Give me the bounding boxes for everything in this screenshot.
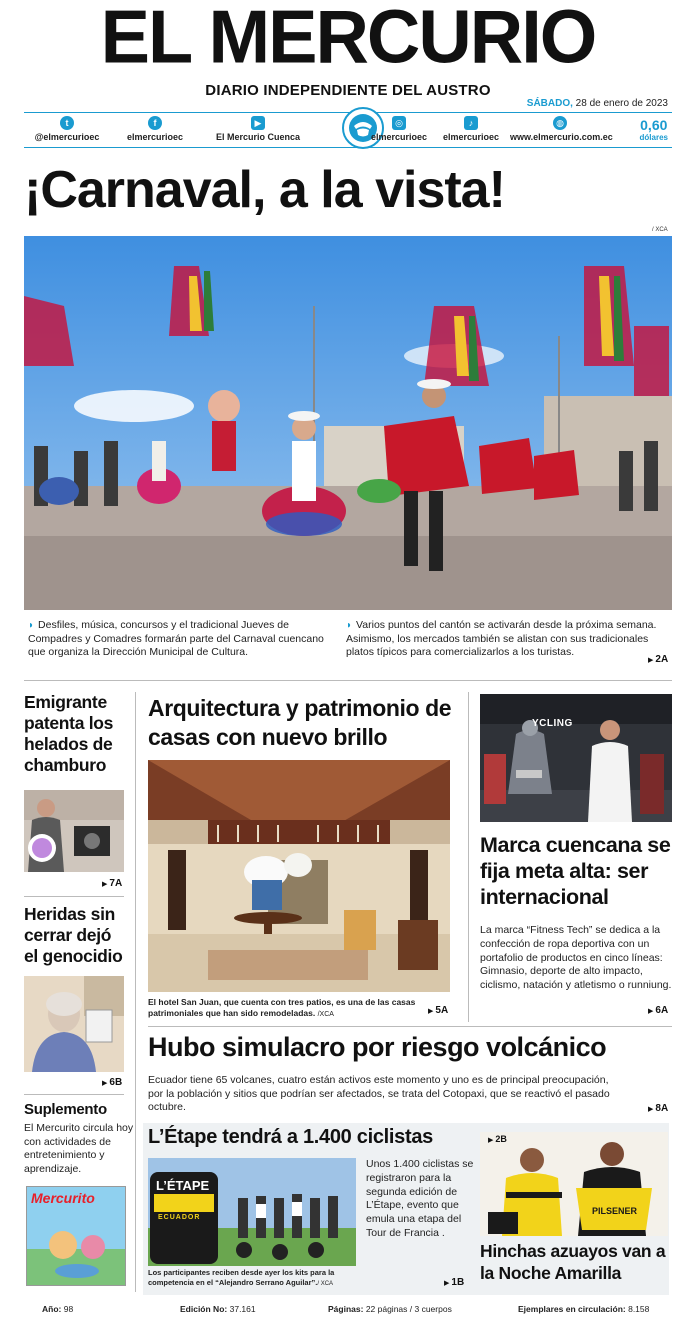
photo-credit: / XCA [652, 227, 668, 233]
supplement-cover-title: Mercurito [31, 1190, 95, 1206]
tour-banner-sub: ECUADOR [158, 1214, 201, 1221]
pointer-icon: ▶ [428, 1008, 434, 1015]
yellow-jersey-fans-photo [480, 1132, 668, 1236]
fans-photo[interactable] [480, 1132, 668, 1236]
social-label: elmercurioec [370, 132, 428, 142]
tiktok-icon: ♪ [464, 116, 478, 130]
column-rule [135, 692, 136, 1292]
newspaper-name: EL MERCURIO [100, 0, 596, 79]
left-story-1-ref[interactable]: ▶ 7A [102, 878, 123, 889]
left-story-2-ref[interactable]: ▶ 6B [102, 1077, 123, 1088]
social-instagram[interactable] [366, 116, 432, 142]
social-label: elmercurioec [126, 132, 184, 142]
bullet-arrow-icon: ◗ [28, 620, 35, 631]
footer-copies: Ejemplares en circulación: 8.158 [518, 1304, 650, 1314]
social-facebook[interactable] [122, 116, 188, 142]
left-divider [24, 896, 124, 897]
pointer-icon: ▶ [648, 657, 654, 664]
hotel-caption [148, 997, 428, 1020]
left-story-2-photo[interactable] [24, 976, 124, 1072]
left-story-1-title[interactable]: Emigrante patenta los helados de chamburo [24, 692, 114, 775]
cyclists-kit-photo [148, 1158, 356, 1266]
facebook-icon: f [148, 116, 162, 130]
issue-weekday: SÁBADO, [526, 98, 573, 109]
hotel-caption-text: El hotel San Juan, que cuenta con tres patios, es una de las casas patrimoniales que han sido remodeladas. [148, 997, 416, 1018]
supplement-body: El Mercurito circula hoy con actividades de entretenimiento y aprendizaje. [24, 1122, 134, 1175]
pointer-icon: ▶ [488, 1137, 496, 1144]
volcano-page-ref[interactable]: ▶ 8A [648, 1103, 669, 1114]
volcano-body: Ecuador tiene 65 volcanes, cuatro están activos este momento y uno es de principal preocupación, por la población y sitios que podrían ser afectados, se trata del Cotopaxi, que se reactivó el pasado octubre. [148, 1074, 610, 1113]
social-youtube[interactable] [210, 116, 306, 142]
social-website[interactable] [510, 116, 613, 142]
sportswear-store-photo [480, 694, 672, 822]
masthead [0, 0, 696, 150]
fitness-page-ref[interactable]: ▶ 6A [648, 1005, 669, 1016]
fitness-headline[interactable]: Marca cuencana se fija meta alta: ser internacional [480, 833, 671, 909]
lead-headline[interactable]: ¡Carnaval, a la vista! [24, 161, 505, 219]
left-story-1-photo[interactable] [24, 790, 124, 872]
volcano-headline[interactable]: Hubo simulacro por riesgo volcánico [148, 1032, 607, 1062]
social-label: elmercurioec [442, 132, 500, 142]
column-rule [468, 692, 469, 1022]
social-label: @elmercurioec [34, 132, 100, 142]
pointer-icon: ▶ [648, 1106, 654, 1113]
hotel-photo[interactable] [148, 760, 450, 992]
footer-edition: Edición No: 37.161 [180, 1304, 256, 1314]
fitness-body: La marca “Fitness Tech” se dedica a la confección de ropa deportiva con un portafolio de productos en cinco líneas: Gimnasio, deporte de alto impacto, ciclismo, natación y atletismo o runniung. [480, 924, 672, 992]
tagline: DIARIO INDEPENDIENTE DEL AUSTRO [205, 82, 491, 99]
price [640, 117, 668, 142]
tour-caption-text: Los participantes reciben desde ayer los kits para la competencia en el “Alejandro Serrano Aguilar”. [148, 1268, 335, 1287]
jersey-text: PILSENER [592, 1206, 638, 1216]
tour-page-ref[interactable]: ▶ 1B [444, 1277, 465, 1288]
instagram-icon: ◎ [392, 116, 406, 130]
lead-bullet-1-text: Desfiles, música, concursos y el tradicional Jueves de Compadres y Comadres formarán parte del Carnaval cuencano que organiza la Dirección Municipal de Cultura. [28, 619, 324, 658]
lead-page-ref[interactable]: ▶ 2A [648, 654, 669, 665]
tour-caption-credit: / XCA [317, 1281, 334, 1287]
youtube-icon: ▶ [251, 116, 265, 130]
social-tiktok[interactable] [438, 116, 504, 142]
web-icon: ◍ [553, 116, 567, 130]
footer-year: Año: 98 [42, 1304, 74, 1314]
footer [24, 1304, 674, 1318]
tour-caption [148, 1268, 362, 1289]
social-twitter[interactable] [32, 116, 102, 142]
ice-cream-maker-photo [24, 790, 124, 872]
pointer-icon: ▶ [102, 1080, 108, 1087]
issue-date [527, 98, 668, 109]
hotel-caption-credit: /XCA [317, 1011, 334, 1018]
lead-photo[interactable] [24, 236, 672, 610]
twitter-icon: t [60, 116, 74, 130]
fans-page-ref[interactable]: ▶ 2B [488, 1134, 507, 1144]
pointer-icon: ▶ [102, 881, 108, 888]
pointer-icon: ▶ [444, 1280, 450, 1287]
price-value: 0,60 [640, 117, 668, 133]
lead-bullet-1 [28, 619, 334, 660]
fans-headline[interactable]: Hinchas azuayos van a la Noche Amarilla [480, 1241, 666, 1283]
bullet-arrow-icon: ◗ [346, 620, 353, 631]
store-sign: YCLING [532, 718, 573, 729]
tour-body: Unos 1.400 ciclistas se registraron para la segunda edición de L’Étape, evento que emula una etapa del Tour de Francia . [366, 1158, 474, 1239]
pointer-icon: ▶ [648, 1008, 654, 1015]
left-divider [24, 1094, 124, 1095]
woman-speaker-photo [24, 976, 124, 1072]
price-unit: dólares [639, 133, 668, 142]
left-story-2-title[interactable]: Heridas sin cerrar dejó el genocidio [24, 904, 123, 966]
tour-headline[interactable]: L’Étape tendrá a 1.400 ciclistas [148, 1126, 433, 1148]
supplement-title[interactable]: Suplemento [24, 1101, 107, 1118]
tour-photo[interactable] [148, 1158, 356, 1266]
hotel-courtyard-photo [148, 760, 450, 992]
carnival-dance-photo [24, 236, 672, 610]
fitness-store-photo[interactable] [480, 694, 672, 822]
tour-banner: L’ÉTAPE [156, 1178, 210, 1193]
lead-bullet-2 [346, 619, 672, 660]
footer-pages: Páginas: 22 páginas / 3 cuerpos [328, 1304, 452, 1314]
architecture-page-ref[interactable]: ▶ 5A [428, 1005, 449, 1016]
social-bar [24, 112, 672, 148]
section-divider [148, 1026, 672, 1027]
lead-bullet-2-text: Varios puntos del cantón se activarán desde la próxima semana. Asimismo, los mercados también se alistan con sus tradicionales platos típicos para comercializarlos a los turistas. [346, 619, 657, 658]
supplement-cover[interactable] [26, 1186, 126, 1286]
architecture-headline[interactable]: Arquitectura y patrimonio de casas con nuevo brillo [148, 695, 452, 750]
social-label: www.elmercurio.com.ec [510, 132, 613, 142]
issue-date-text: 28 de enero de 2023 [572, 98, 668, 109]
section-divider [24, 680, 672, 681]
social-label: El Mercurio Cuenca [215, 132, 301, 142]
